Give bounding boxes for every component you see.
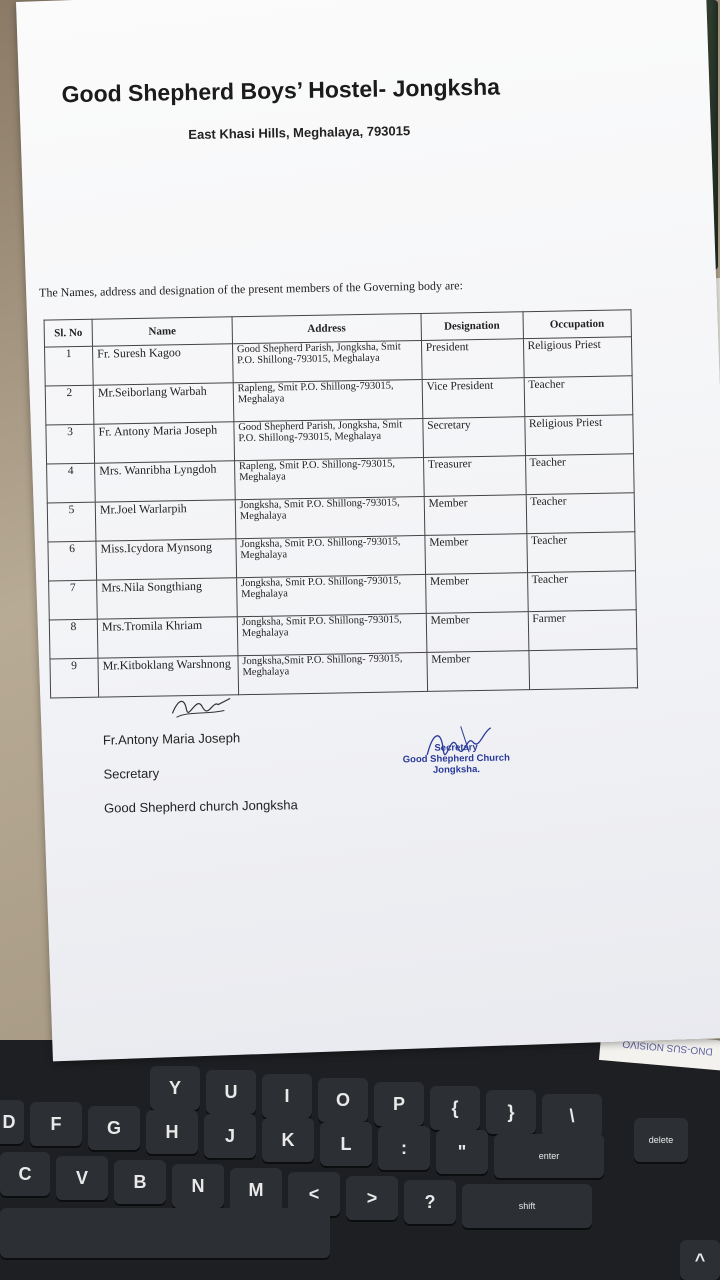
cell-address: Rapleng, Smit P.O. Shillong-793015, Meghalaya: [234, 457, 424, 499]
key-y[interactable]: Y: [150, 1066, 200, 1110]
cell-occupation: [528, 649, 637, 690]
key-bracket-close[interactable]: }: [486, 1090, 536, 1134]
cell-sl: 4: [47, 463, 96, 503]
cell-sl: 9: [50, 658, 99, 698]
cell-address: Jongksha,Smit P.O. Shillong- 793015, Meghalaya: [238, 652, 428, 694]
stamp-line-3: Jongksha.: [432, 764, 481, 776]
key-i[interactable]: I: [262, 1074, 312, 1118]
intro-text: The Names, address and designation of the present members of the Governing body are:: [38, 278, 464, 300]
key-h[interactable]: H: [146, 1110, 198, 1154]
key-b[interactable]: B: [114, 1160, 166, 1204]
cell-occupation: Religious Priest: [524, 415, 633, 456]
signatory-role: Secretary: [103, 765, 160, 782]
key-d[interactable]: D: [0, 1100, 24, 1144]
cell-designation: Treasurer: [423, 456, 525, 497]
cell-name: Mrs. Wanribha Lyngdoh: [95, 461, 235, 502]
cell-designation: Secretary: [423, 417, 525, 458]
cell-occupation: Teacher: [527, 571, 636, 612]
cell-designation: Member: [426, 612, 528, 653]
cell-name: Mr.Joel Warlarpih: [95, 500, 235, 541]
signatory-name: Fr.Antony Maria Joseph: [102, 730, 241, 748]
cell-occupation: Teacher: [526, 493, 635, 534]
cell-name: Mr.Seiborlang Warbah: [93, 383, 233, 424]
cell-designation: Vice President: [422, 378, 524, 419]
cell-sl: 1: [45, 346, 94, 386]
cell-designation: Member: [424, 495, 526, 536]
key-g[interactable]: G: [88, 1106, 140, 1150]
cell-address: Jongksha, Smit P.O. Shillong-793015, Meghalaya: [236, 574, 426, 616]
stamp-line-1: Secretary: [434, 742, 478, 754]
header-occupation: Occupation: [522, 310, 631, 339]
cell-occupation: Teacher: [526, 532, 635, 573]
cell-sl: 3: [46, 424, 95, 464]
cell-designation: President: [421, 339, 523, 380]
cell-sl: 8: [49, 619, 98, 659]
key-arrow-up[interactable]: ^: [680, 1240, 720, 1280]
key-v[interactable]: V: [56, 1156, 108, 1200]
cell-sl: 6: [48, 541, 97, 581]
cell-occupation: Teacher: [525, 454, 634, 495]
key-c[interactable]: C: [0, 1152, 50, 1196]
cell-sl: 7: [49, 580, 98, 620]
governing-body-table: [44, 309, 639, 698]
cell-name: Mr.Kitboklang Warshnong: [98, 656, 238, 697]
key-space[interactable]: [0, 1208, 330, 1258]
cell-occupation: Religious Priest: [523, 337, 632, 378]
cell-name: Mrs.Tromila Khriam: [97, 617, 237, 658]
secretary-stamp: [381, 741, 532, 777]
handwritten-signature-small: [168, 690, 239, 721]
cell-address: Jongksha, Smit P.O. Shillong-793015, Meghalaya: [237, 613, 427, 655]
header-designation: Designation: [421, 312, 523, 341]
key-shift[interactable]: shift: [462, 1184, 592, 1228]
cell-designation: Member: [425, 573, 527, 614]
key-slash[interactable]: ?: [404, 1180, 456, 1224]
key-enter[interactable]: enter: [494, 1134, 604, 1178]
cell-address: Jongksha, Smit P.O. Shillong-793015, Meghalaya: [236, 535, 426, 577]
key-o[interactable]: O: [318, 1078, 368, 1122]
key-p[interactable]: P: [374, 1082, 424, 1126]
key-quote[interactable]: ": [436, 1130, 488, 1174]
cell-address: Rapleng, Smit P.O. Shillong-793015, Meghalaya: [233, 379, 423, 421]
cell-name: Miss.Icydora Mynsong: [96, 539, 236, 580]
cell-designation: Member: [427, 651, 529, 692]
key-n[interactable]: N: [172, 1164, 224, 1208]
cell-designation: Member: [425, 534, 527, 575]
document-subtitle: East Khasi Hills, Meghalaya, 793015: [188, 123, 411, 143]
header-address: Address: [232, 313, 421, 343]
cell-name: Fr. Suresh Kagoo: [93, 344, 233, 385]
cell-occupation: Teacher: [524, 376, 633, 417]
signatory-organization: Good Shepherd church Jongksha: [103, 797, 298, 816]
header-name: Name: [92, 317, 232, 346]
keyboard: [0, 1037, 720, 1280]
cell-name: Fr. Antony Maria Joseph: [94, 422, 234, 463]
stamp-line-2: Good Shepherd Church: [402, 752, 510, 766]
cell-address: Good Shepherd Parish, Jongksha, Smit P.O. Shillong-793015, Meghalaya: [234, 418, 424, 460]
sticker-text: DNO-SUS NOISIVO: [622, 1037, 714, 1057]
key-bracket-open[interactable]: {: [430, 1086, 480, 1130]
key-comma[interactable]: <: [288, 1172, 340, 1216]
cell-address: Jongksha, Smit P.O. Shillong-793015, Meghalaya: [235, 496, 425, 538]
key-l[interactable]: L: [320, 1122, 372, 1166]
document-title: Good Shepherd Boys’ Hostel- Jongksha: [61, 73, 501, 108]
key-m[interactable]: M: [230, 1168, 282, 1212]
header-sl-no: Sl. No: [44, 319, 93, 347]
document-page: [16, 0, 720, 1061]
cell-name: Mrs.Nila Songthiang: [97, 578, 237, 619]
key-period[interactable]: >: [346, 1176, 398, 1220]
cell-occupation: Farmer: [528, 610, 637, 651]
key-j[interactable]: J: [204, 1114, 256, 1158]
cell-sl: 2: [45, 385, 94, 425]
key-f[interactable]: F: [30, 1102, 82, 1146]
key-k[interactable]: K: [262, 1118, 314, 1162]
key-backslash[interactable]: \: [542, 1094, 602, 1138]
key-u[interactable]: U: [206, 1070, 256, 1114]
cell-address: Good Shepherd Parish, Jongksha, Smit P.O. Shillong-793015, Meghalaya: [232, 340, 422, 382]
cell-sl: 5: [47, 502, 96, 542]
key-semicolon[interactable]: :: [378, 1126, 430, 1170]
key-delete[interactable]: delete: [634, 1118, 688, 1162]
